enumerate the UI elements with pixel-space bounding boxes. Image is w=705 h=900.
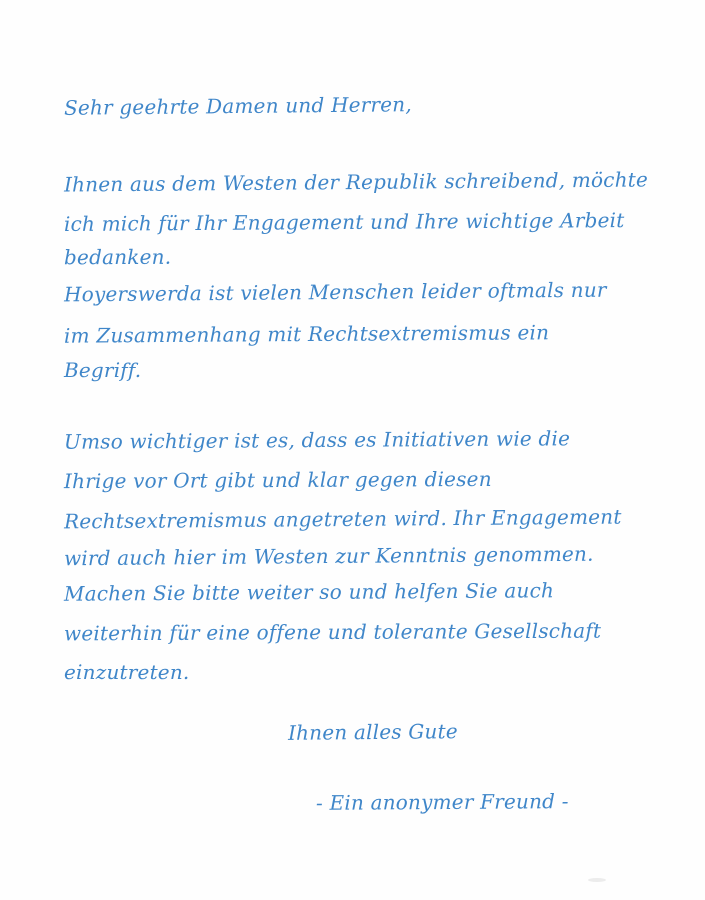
- text-line: wird auch hier im Westen zur Kenntnis genommen.: [63, 541, 594, 571]
- text-line: einzutreten.: [64, 660, 190, 684]
- text-line: Umso wichtiger ist es, dass es Initiativen wie die: [63, 426, 571, 454]
- text-line: Rechtsextremismus angetreten wird. Ihr Engagement: [63, 504, 622, 534]
- text-line: ich mich für Ihr Engagement und Ihre wichtige Arbeit: [63, 208, 625, 236]
- signature: - Ein anonymer Freund -: [315, 789, 569, 815]
- text-line: Ihrige vor Ort gibt und klar gegen diesen: [63, 466, 492, 494]
- text-line: Ihnen aus dem Westen der Republik schreibend, möchte: [63, 167, 649, 197]
- paper-mark: [588, 878, 606, 882]
- text-line: bedanken.: [63, 244, 172, 270]
- text-line: Machen Sie bitte weiter so und helfen Sie auch: [63, 578, 555, 606]
- text-line: im Zusammenhang mit Rechtsextremismus ein: [63, 320, 550, 348]
- closing: Ihnen alles Gute: [287, 719, 458, 745]
- salutation: Sehr geehrte Damen und Herren,: [63, 92, 412, 120]
- text-line: Hoyerswerda ist vielen Menschen leider oftmals nur: [63, 277, 607, 307]
- text-line: weiterhin für eine offene und tolerante Gesellschaft: [63, 618, 602, 646]
- text-line: Begriff.: [64, 358, 142, 382]
